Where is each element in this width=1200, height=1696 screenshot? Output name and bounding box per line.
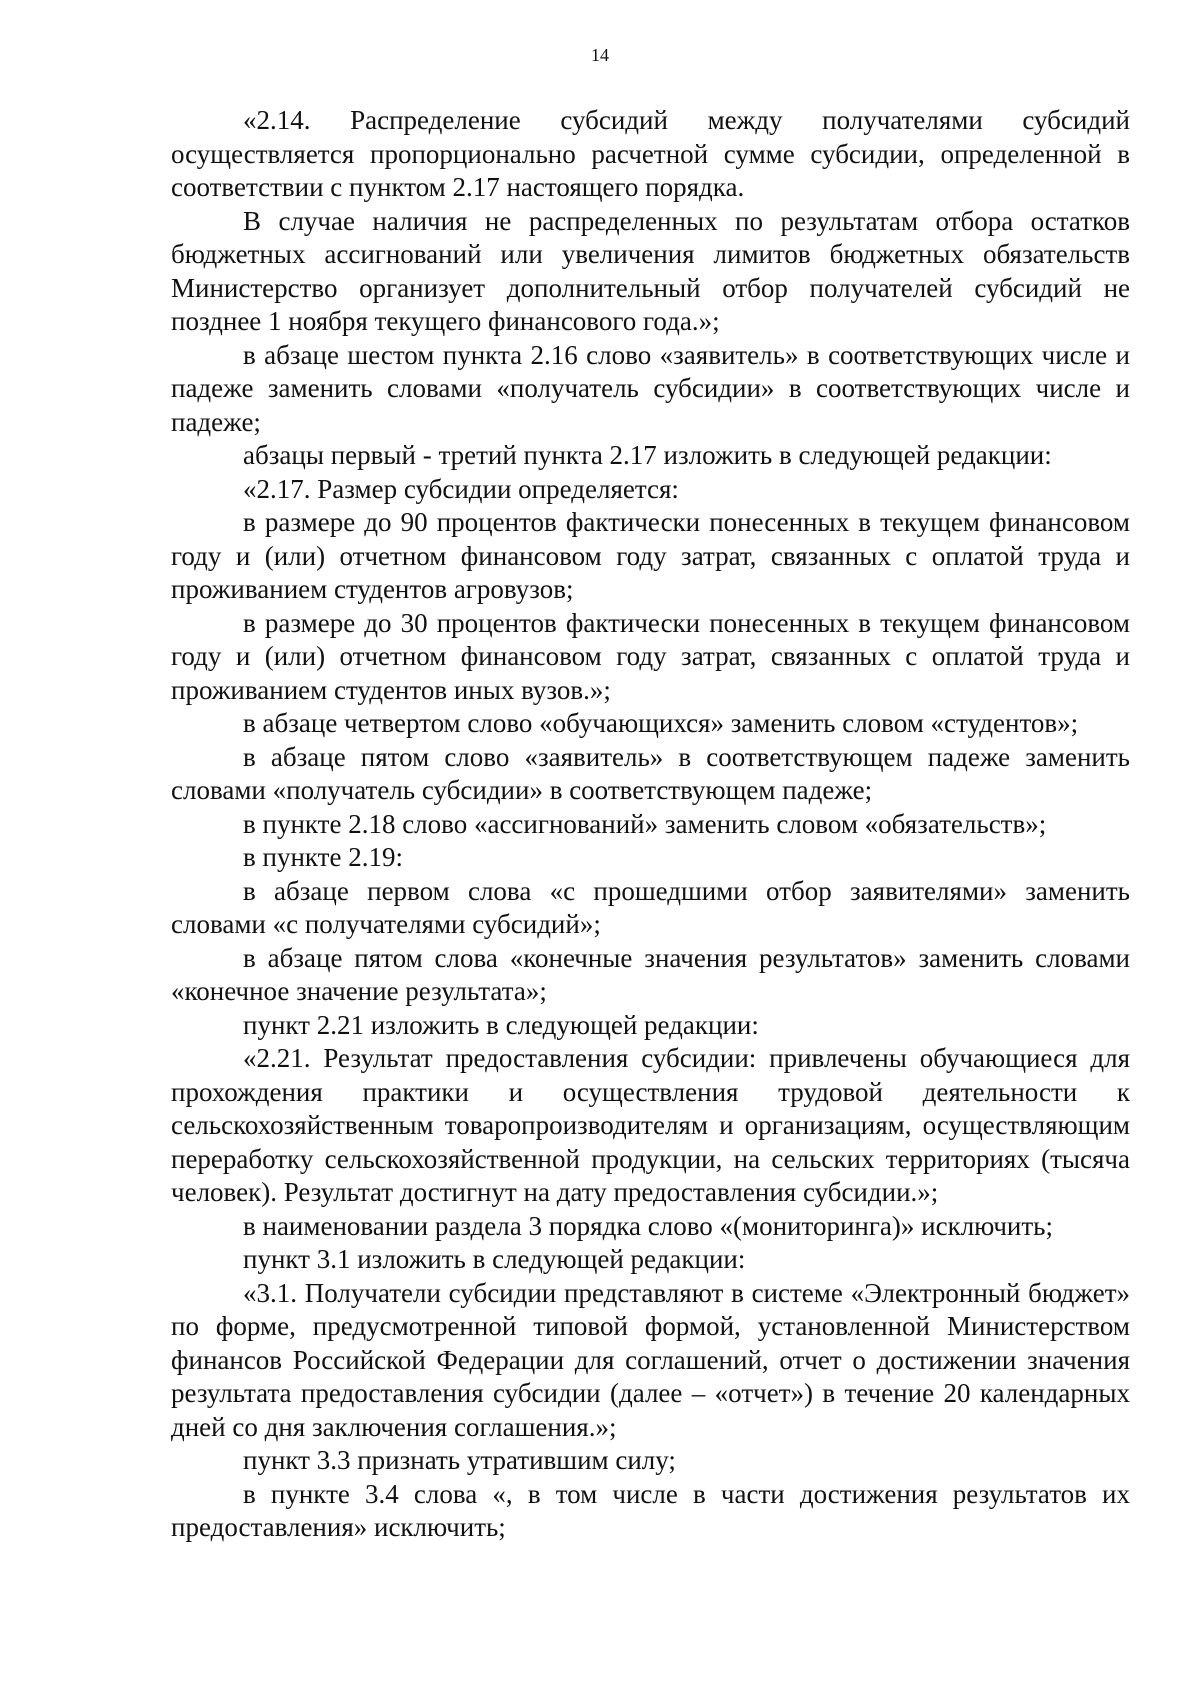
paragraph: в наименовании раздела 3 порядка слово «(мониторинга)» исключить; bbox=[243, 1210, 1053, 1241]
paragraph: в пункте 2.19: bbox=[243, 842, 403, 872]
paragraph: пункт 3.3 признать утратившим силу; bbox=[243, 1445, 676, 1475]
paragraph: в абзаце первом слова «с прошедшими отбор заявителями» заменить словами «с получателями субсидий»; bbox=[171, 875, 1130, 939]
paragraph: «3.1. Получатели субсидии представляют в системе «Электронный бюджет» по форме, предусмотренной типовой формой, установленной Министерством финансов Российской Федерации для соглашений, отчет о достижении значения результата предоставления субсидии (далее – «отчет») в течение 20 календарных дней со дня заключения соглашения.»; bbox=[171, 1277, 1130, 1442]
paragraph: пункт 3.1 изложить в следующей редакции: bbox=[243, 1244, 746, 1274]
paragraph: в абзаце пятом слово «заявитель» в соответствующем падеже заменить словами «получатель субсидии» в соответствующем падеже; bbox=[171, 741, 1130, 805]
paragraph: «2.21. Результат предоставления субсидии: привлечены обучающиеся для прохождения практики и осуществления трудовой деятельности к сельскохозяйственным товаропроизводителям и организациям, осуществляющим переработку сельскохозяйственной продукции, на сельских территориях (тысяча человек). Результат достигнут на дату предоставления субсидии.»; bbox=[171, 1043, 1130, 1207]
paragraph: абзацы первый - третий пункта 2.17 изложить в следующей редакции: bbox=[243, 440, 1052, 470]
paragraph: в абзаце шестом пункта 2.16 слово «заявитель» в соответствующих числе и падеже заменить словами «получатель субсидии» в соответствующих числе и падеже; bbox=[171, 339, 1130, 437]
paragraph: в пункте 3.4 слова «, в том числе в части достижения результатов их предоставления» исключить; bbox=[171, 1478, 1130, 1542]
document-body bbox=[171, 104, 1130, 1545]
paragraph: «2.17. Размер субсидии определяется: bbox=[243, 473, 679, 504]
page-number: 14 bbox=[591, 45, 609, 65]
paragraph: в размере до 90 процентов фактически понесенных в текущем финансовом году и (или) отчетном финансовом году затрат, связанных с оплатой труда и проживанием студентов агровузов; bbox=[171, 507, 1130, 604]
paragraph: в абзаце пятом слова «конечные значения результатов» заменить словами «конечное значение результата»; bbox=[171, 942, 1130, 1006]
paragraph: в размере до 30 процентов фактически понесенных в текущем финансовом году и (или) отчетном финансовом году затрат, связанных с оплатой труда и проживанием студентов иных вузов.»; bbox=[171, 607, 1130, 705]
paragraph: В случае наличия не распределенных по результатам отбора остатков бюджетных ассигнований или увеличения лимитов бюджетных обязательств Министерство организует дополнительный отбор получателей субсидий не позднее 1 ноября текущего финансового года.»; bbox=[171, 205, 1130, 336]
paragraph: в абзаце четвертом слово «обучающихся» заменить словом «студентов»; bbox=[243, 708, 1079, 738]
paragraph: в пункте 2.18 слово «ассигнований» заменить словом «обязательств»; bbox=[243, 808, 1047, 839]
paragraph: пункт 2.21 изложить в следующей редакции: bbox=[243, 1009, 759, 1040]
paragraph: «2.14. Распределение субсидий между получателями субсидий осуществляется пропорционально расчетной сумме субсидии, определенной в соответствии с пунктом 2.17 настоящего порядка. bbox=[171, 105, 1130, 202]
